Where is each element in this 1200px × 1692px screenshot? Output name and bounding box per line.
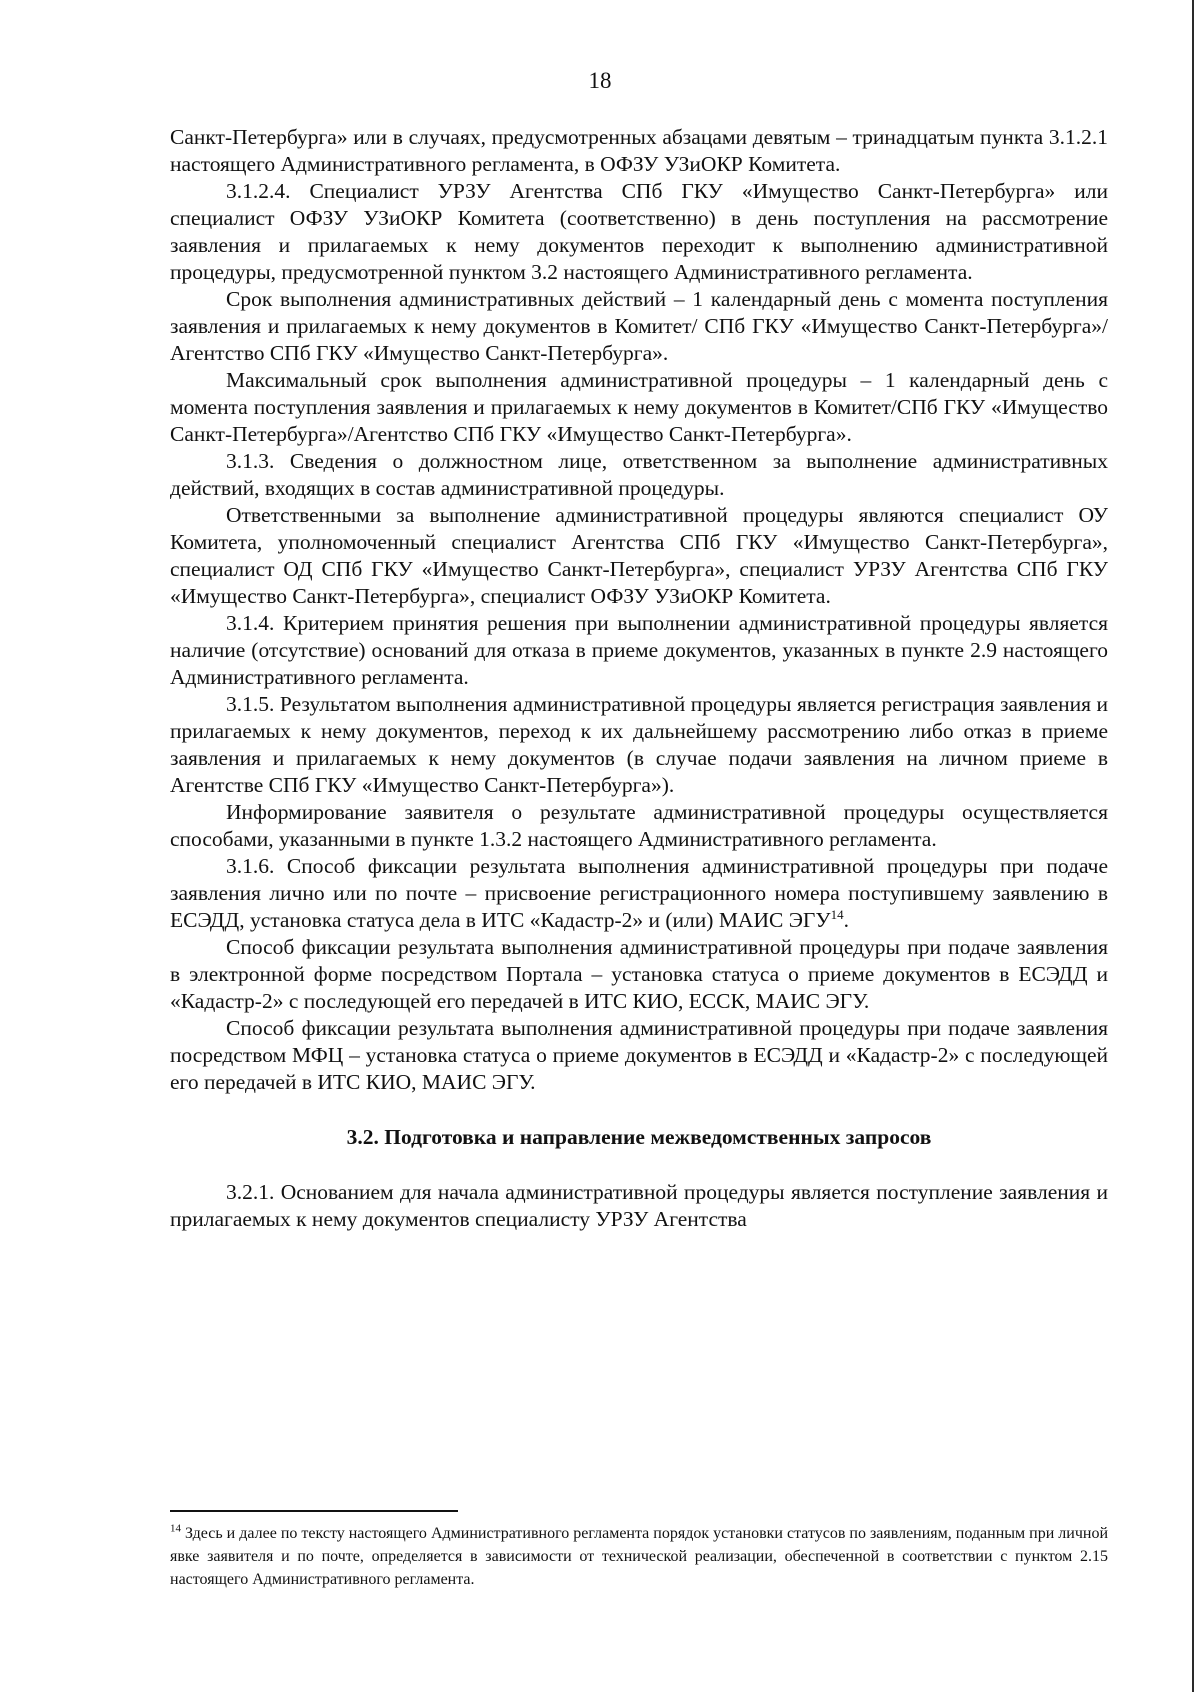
paragraph-4: Максимальный срок выполнения административной процедуры – 1 календарный день с момента поступления заявления и прилагаемых к нему документов в Комитет/СПб ГКУ «Имущество Санкт-Петербурга»/Агентство СПб ГКУ «Имущество Санкт-Петербурга».	[170, 368, 1108, 446]
footnote-marker: 14	[170, 1522, 181, 1535]
paragraph-10	[170, 853, 1108, 934]
document-body	[170, 124, 1108, 1233]
page-number: 18	[588, 68, 612, 93]
paragraph-5: 3.1.3. Сведения о должностном лице, ответственном за выполнение административных действий, входящих в состав административной процедуры.	[170, 449, 1108, 500]
footnote-text: Здесь и далее по тексту настоящего Административного регламента порядок установки статусов по заявлениям, поданным при личной явке заявителя и по почте, определяется в зависимости от технической реализации, обеспеченной в соответствии с пунктом 2.15 настоящего Административного регламента.	[170, 1525, 1108, 1588]
paragraph-12: Способ фиксации результата выполнения административной процедуры при подаче заявления посредством МФЦ – установка статуса о приеме документов в ЕСЭДД и «Кадастр-2» с последующей его передачей в ИТС КИО, МАИС ЭГУ.	[170, 1016, 1108, 1094]
paragraph-11: Способ фиксации результата выполнения административной процедуры при подаче заявления в электронной форме посредством Портала – установка статуса о приеме документов в ЕСЭДД и «Кадастр-2» с последующей его передачей в ИТС КИО, ЕССК, МАИС ЭГУ.	[170, 935, 1108, 1013]
paragraph-13: 3.2.1. Основанием для начала административной процедуры является поступление заявления и прилагаемых к нему документов специалисту УРЗУ Агентства	[170, 1180, 1108, 1231]
section-heading: 3.2. Подготовка и направление межведомственных запросов	[346, 1125, 932, 1149]
paragraph-9: Информирование заявителя о результате административной процедуры осуществляется способами, указанными в пункте 1.3.2 настоящего Административного регламента.	[170, 800, 1108, 851]
paragraph-7: 3.1.4. Критерием принятия решения при выполнении административной процедуры является наличие (отсутствие) оснований для отказа в приеме документов, указанных в пункте 2.9 настоящего Административного регламента.	[170, 611, 1108, 689]
page-edge-line	[1192, 0, 1194, 1692]
paragraph-10-text: 3.1.6. Способ фиксации результата выполнения административной процедуры при подаче заявления лично или по почте – присвоение регистрационного номера поступившему заявлению в ЕСЭДД, установка статуса дела в ИТС «Кадастр-2» и (или) МАИС ЭГУ	[170, 854, 1108, 932]
paragraph-6: Ответственными за выполнение административной процедуры являются специалист ОУ Комитета, уполномоченный специалист Агентства СПб ГКУ «Имущество Санкт-Петербурга», специалист ОД СПб ГКУ «Имущество Санкт-Петербурга», специалист УРЗУ Агентства СПб ГКУ «Имущество Санкт-Петербурга», специалист ОФЗУ УЗиОКР Комитета.	[170, 503, 1108, 608]
paragraph-8: 3.1.5. Результатом выполнения административной процедуры является регистрация заявления и прилагаемых к нему документов, переход к их дальнейшему рассмотрению либо отказ в приеме заявления и прилагаемых к нему документов (в случае подачи заявления на личном приеме в Агентстве СПб ГКУ «Имущество Санкт-Петербурга»).	[170, 692, 1108, 797]
paragraph-3: Срок выполнения административных действий – 1 календарный день с момента поступления заявления и прилагаемых к нему документов в Комитет/ СПб ГКУ «Имущество Санкт-Петербурга»/Агентство СПб ГКУ «Имущество Санкт-Петербурга».	[170, 287, 1108, 365]
footnote-divider	[170, 1510, 458, 1512]
paragraph-10-end: .	[843, 908, 849, 932]
footnote-reference[interactable]: 14	[830, 906, 844, 922]
footnote	[170, 1522, 1108, 1591]
paragraph-2: 3.1.2.4. Специалист УРЗУ Агентства СПб ГКУ «Имущество Санкт-Петербурга» или специалист ОФЗУ УЗиОКР Комитета (соответственно) в день поступления на рассмотрение заявления и прилагаемых к нему документов переходит к выполнению административной процедуры, предусмотренной пунктом 3.2 настоящего Административного регламента.	[170, 179, 1108, 284]
paragraph-1: Санкт-Петербурга» или в случаях, предусмотренных абзацами девятым – тринадцатым пункта 3.1.2.1 настоящего Административного регламента, в ОФЗУ УЗиОКР Комитета.	[170, 125, 1108, 176]
